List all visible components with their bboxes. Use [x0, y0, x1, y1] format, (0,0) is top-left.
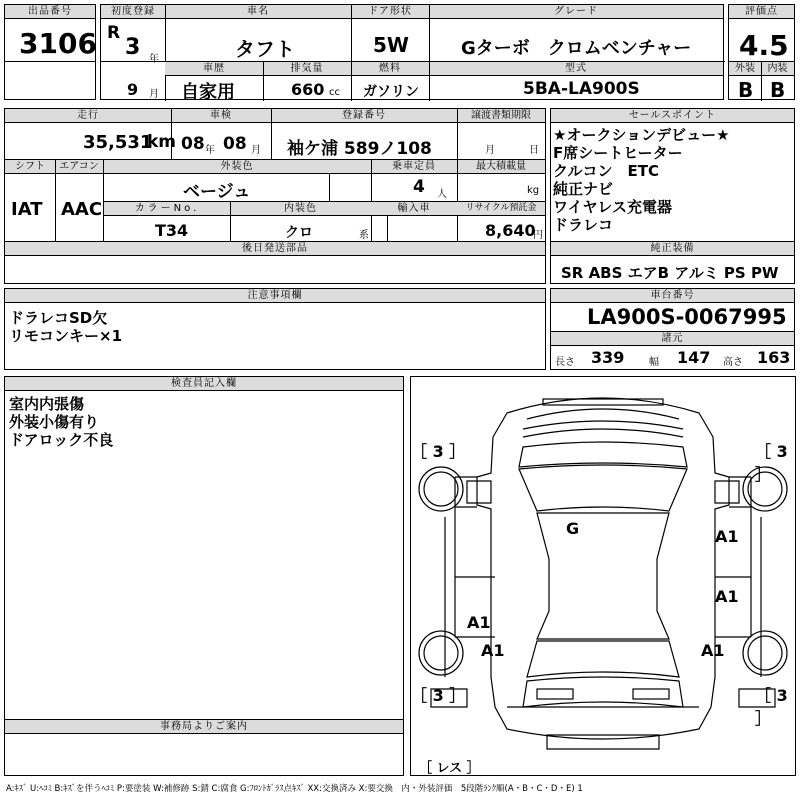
fuel-value: ガソリン [363, 84, 419, 100]
later-parts-label: 後日発送部品 [5, 242, 545, 256]
mileage-label: 走行 [5, 109, 171, 123]
car-name-value: タフト [235, 37, 295, 61]
mileage-value: 35,531 [83, 132, 153, 153]
legend-text: A:ｷｽﾞ U:ﾍｺﾐ B:ｷｽﾞを伴うﾍｺﾐ P:要塗装 W:補修跡 S:錆 C:腐食 G:ﾌﾛﾝﾄｶﾞﾗｽ点ｷｽﾞ XX:交換済み X:要交換 内・外装評価 5段階ﾗﾝｸ順(A・B・C・D・E) 1 [6, 784, 583, 794]
sales-point-line: ワイヤレス充電器 [553, 198, 672, 216]
grade-value: Gターボ クロムベンチャー [461, 38, 692, 59]
ext-label: 外装 [729, 62, 761, 76]
lot-label: 出品番号 [5, 5, 95, 19]
registration-label: 登録番号 [271, 109, 457, 123]
score-box [728, 4, 795, 100]
dims-label: 諸元 [551, 332, 794, 346]
reg-year: 3 [125, 35, 141, 60]
recycle-value: 8,640 [485, 221, 536, 240]
car-diagram-box [410, 376, 796, 776]
inspection-label: 車検 [171, 109, 271, 123]
door-label: ドア形状 [351, 5, 429, 19]
damage-right-rear-door: A1 [715, 587, 739, 606]
color-no-value: T34 [155, 221, 189, 240]
shift-label: シフト [5, 160, 55, 174]
lot-number: 3106 [19, 27, 97, 60]
chassis-value: LA900S-0067995 [587, 305, 787, 329]
height-value: 163 [757, 348, 791, 367]
displacement-label: 排気量 [263, 62, 351, 76]
caution-box [4, 288, 546, 370]
grade-label: グレード [429, 5, 723, 19]
chassis-box: 車台番号 LA900S-0067995 諸元 長さ 339 幅 147 高さ 163 [550, 288, 795, 370]
capacity-label: 乗車定員 [371, 160, 457, 174]
sales-point-line: F席シートヒーター [553, 144, 683, 162]
registration-value: 袖ケ浦 589ノ108 [287, 139, 432, 159]
inspector-line: 室内内張傷 [9, 395, 85, 413]
damage-right-rear-fender: A1 [701, 641, 725, 660]
main-info-box: 初度登録 車名 ドア形状 グレード R 3 年 タフト 5W Gターボ クロムベンチャー 車歴 排気量 燃料 型式 9 月 自家用 660 cc ガソリン 5BA-LA900S [100, 4, 724, 100]
caution-line: ドラレコSD欠 [9, 309, 108, 327]
int-label: 内装 [761, 62, 794, 76]
history-value: 自家用 [181, 82, 235, 103]
damage-right-front-door: A1 [715, 527, 739, 546]
car-diagram [411, 377, 795, 775]
history-label: 車歴 [165, 62, 263, 76]
color-no-label: カラーNo. [104, 202, 230, 216]
aircon-label: エアコン [55, 160, 103, 174]
ext-color-value: ベージュ [183, 182, 251, 202]
inspector-label: 検査員記入欄 [5, 377, 403, 391]
sales-points-label: セールスポイント [551, 109, 794, 123]
sales-point-line: 純正ナビ [553, 180, 614, 198]
office-label: 事務局よりご案内 [5, 720, 403, 734]
car-name-label: 車名 [165, 5, 351, 19]
int-score: B [770, 78, 786, 102]
era: R [107, 23, 121, 43]
ext-score: B [738, 78, 754, 102]
spare-tire-mark: ［ レス ］ [419, 761, 480, 776]
chassis-label: 車台番号 [551, 289, 794, 303]
inspector-line: 外装小傷有り [9, 413, 100, 431]
model-value: 5BA-LA900S [523, 79, 640, 99]
tire-rear-left-tread: ［ 3 ］ [411, 686, 466, 705]
tire-front-left-tread: ［ 3 ］ [411, 442, 466, 461]
score-label: 評価点 [729, 5, 794, 19]
width-value: 147 [677, 348, 711, 367]
damage-left-rear-door: A1 [467, 613, 491, 632]
int-color-value: クロ [285, 225, 313, 241]
caution-line: リモコンキー×1 [9, 327, 123, 345]
capacity-value: 4 [413, 177, 425, 197]
sales-point-line: クルコン ETC [553, 162, 660, 180]
inspection-month: 08 [223, 134, 247, 154]
aircon-value: AAC [61, 199, 103, 220]
max-load-label: 最大積載量 [457, 160, 545, 174]
transfer-doc-label: 譲渡書類期限 [457, 109, 545, 123]
inspector-line: ドアロック不良 [9, 431, 114, 449]
int-color-label: 内装色 [230, 202, 371, 216]
sales-point-line: ドラレコ [553, 216, 614, 234]
model-label: 型式 [429, 62, 723, 76]
vehicle-detail-box: 走行 車検 登録番号 譲渡書類期限 35,531 km 08 年 08 月 袖ケ浦 589ノ108 月 日 シフト エアコン 外装色 乗車定員 最大積載量 IAT AAC ベージュ 4 人 kg カラーNo. 内装色 輸入車 リサイクル預託金 T34 クロ 系 8,640 円 後日発送部品 [4, 108, 546, 284]
caution-label: 注意事項欄 [5, 289, 545, 303]
displacement-value: 660 [291, 80, 325, 99]
sales-point-line: ★オークションデビュー★ [553, 126, 730, 144]
ext-color-label: 外装色 [103, 160, 371, 174]
first-reg-label: 初度登録 [101, 5, 165, 19]
fuel-label: 燃料 [351, 62, 429, 76]
lot-box [4, 4, 96, 100]
equipment-label: 純正装備 [551, 242, 794, 256]
tire-rear-right-tread: ［ 3 ］ [755, 686, 788, 728]
inspection-year: 08 [181, 134, 205, 154]
sales-point-box [550, 108, 795, 284]
damage-left-rear-fender: A1 [481, 641, 505, 660]
door-value: 5W [373, 33, 409, 57]
score-value: 4.5 [739, 29, 789, 62]
tire-front-right-tread: ［ 3 ］ [755, 442, 788, 484]
length-value: 339 [591, 348, 625, 367]
reg-month: 9 [127, 80, 139, 99]
windshield-mark: G [566, 519, 580, 538]
recycle-label: リサイクル預託金 [457, 202, 545, 216]
import-label: 輸入車 [371, 202, 457, 216]
equipment-value: SR ABS エアB アルミ PS PW [561, 264, 779, 282]
shift-value: IAT [11, 199, 43, 220]
inspector-box [4, 376, 404, 776]
